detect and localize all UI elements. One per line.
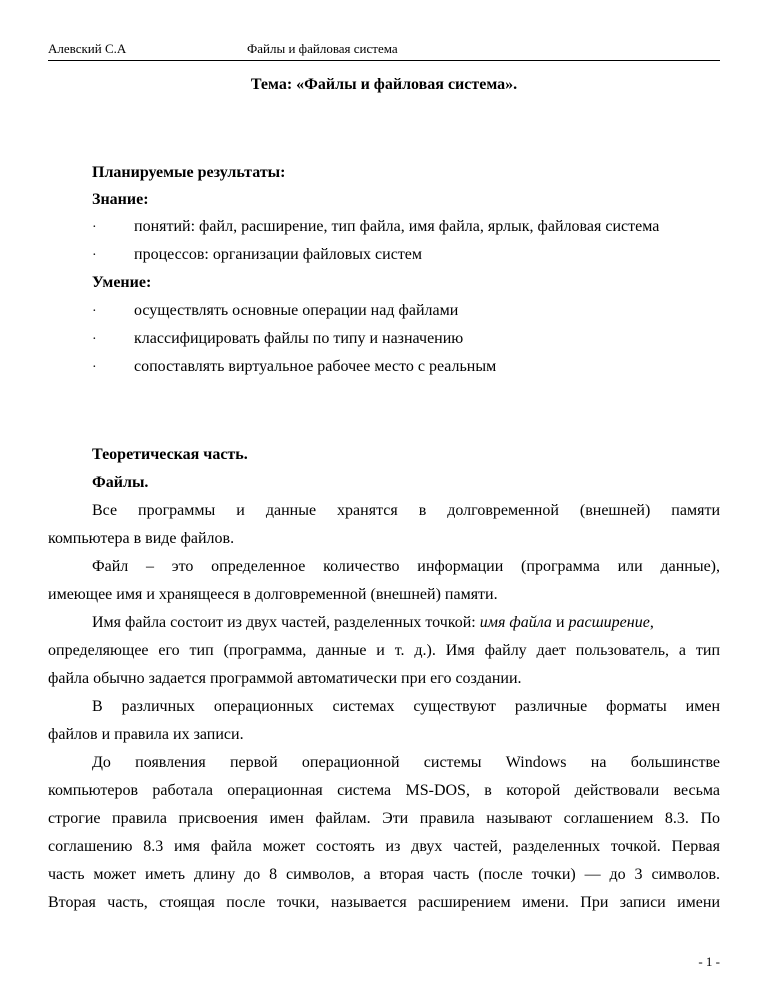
list-item-text: осуществлять основные операции над файлами bbox=[134, 302, 459, 319]
paragraph-line: часть может иметь длину до 8 символов, а вторая часть (после точки) — до 3 символов. bbox=[48, 866, 720, 883]
paragraph-line bbox=[92, 614, 654, 632]
italic-term-file-name: имя файла bbox=[479, 614, 552, 631]
paragraph-line: В различных операционных системах существуют различные форматы имен bbox=[92, 698, 720, 715]
list-item-text: классифицировать файлы по типу и назначению bbox=[134, 330, 464, 347]
text-run: , bbox=[649, 614, 654, 631]
list-item-text: процессов: организации файловых систем bbox=[134, 246, 423, 263]
bullet-marker: · bbox=[92, 220, 97, 235]
page-title: Тема: «Файлы и файловая система». bbox=[250, 76, 518, 93]
knowledge-heading: Знание: bbox=[92, 191, 149, 208]
paragraph-line: строгие правила присвоения имен файлам. Эти правила называют соглашением 8.3. По bbox=[48, 810, 720, 827]
header-doc-title: Файлы и файловая система bbox=[247, 41, 398, 56]
paragraph-line: Файл – это определенное количество информации (программа или данные), bbox=[92, 558, 720, 575]
theory-heading: Теоретическая часть. bbox=[92, 446, 248, 463]
paragraph-line: определяющее его тип (программа, данные и т. д.). Имя файлу дает пользователь, а тип bbox=[48, 642, 720, 659]
page-number: - 1 - bbox=[698, 954, 720, 969]
text-run: и bbox=[551, 614, 569, 631]
header-author: Алевский С.А bbox=[48, 41, 127, 56]
files-heading: Файлы. bbox=[92, 474, 149, 491]
skill-heading: Умение: bbox=[92, 274, 152, 291]
paragraph-line: До появления первой операционной системы Windows на большинстве bbox=[92, 754, 720, 771]
paragraph-line: компьютера в виде файлов. bbox=[48, 530, 235, 547]
paragraph-line: компьютеров работала операционная система MS-DOS, в которой действовали весьма bbox=[48, 782, 720, 799]
paragraph-line: файлов и правила их записи. bbox=[48, 726, 244, 743]
paragraph-line: соглашению 8.3 имя файла может состоять из двух частей, разделенных точкой. Первая bbox=[48, 838, 720, 855]
italic-term-extension: расширение bbox=[568, 614, 650, 631]
paragraph-line: Вторая часть, стоящая после точки, называется расширением имени. При записи имени bbox=[48, 894, 720, 911]
bullet-marker: · bbox=[92, 248, 97, 263]
bullet-marker: · bbox=[92, 360, 97, 375]
list-item-text: понятий: файл, расширение, тип файла, имя файла, ярлык, файловая система bbox=[134, 218, 660, 235]
paragraph-line: файла обычно задается программой автоматически при его создании. bbox=[48, 670, 522, 687]
planned-results-heading: Планируемые результаты: bbox=[92, 164, 286, 181]
paragraph-line: Все программы и данные хранятся в долговременной (внешней) памяти bbox=[92, 502, 720, 519]
bullet-marker: · bbox=[92, 304, 97, 319]
bullet-marker: · bbox=[92, 332, 97, 347]
text-run: Имя файла состоит из двух частей, разделенных точкой: bbox=[92, 614, 480, 631]
page-header bbox=[48, 40, 720, 61]
list-item-text: сопоставлять виртуальное рабочее место с реальным bbox=[134, 358, 497, 375]
paragraph-line: имеющее имя и хранящееся в долговременной (внешней) памяти. bbox=[48, 586, 498, 603]
